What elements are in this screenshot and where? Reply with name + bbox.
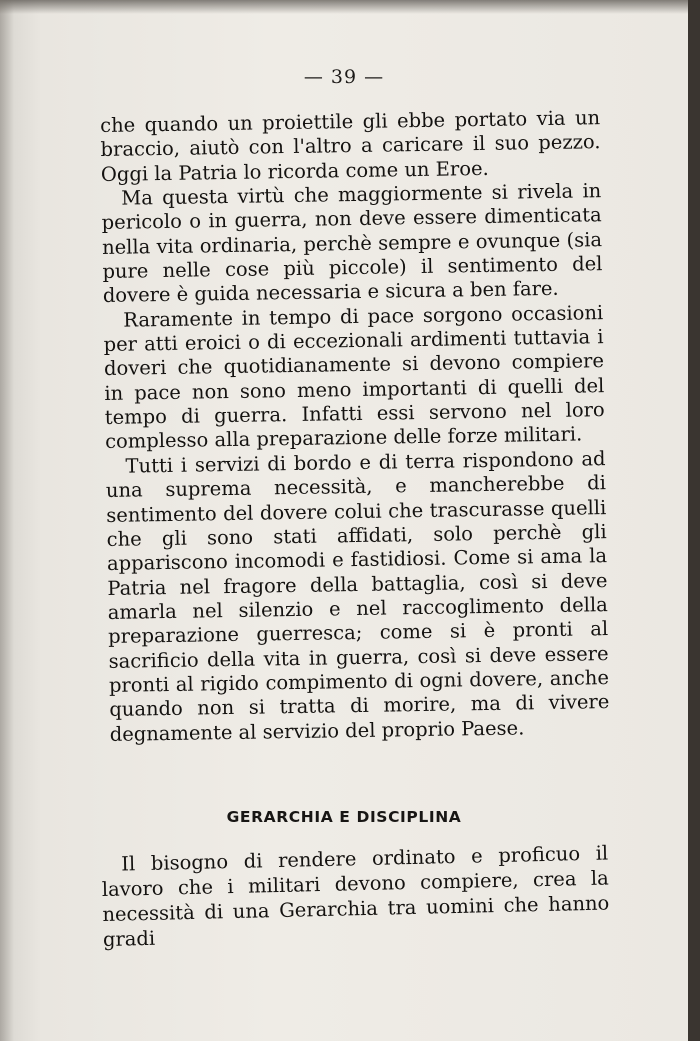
paragraph: Raramente in tempo di pace sorgono occasioni per atti eroici o di eccezionali ardimenti tuttavia i doveri che quotidianamente si devono compiere in pace non sono meno importanti di quelli del tempo di guerra. Infatti essi servono nel loro complesso alla preparazione delle forze militari. — [103, 300, 605, 454]
body-text — [100, 106, 610, 747]
page-number: — 39 — — [303, 66, 385, 88]
paragraph: Tutti i servizi di bordo e di terra rispondono ad una suprema necessità, e mancherebbe di sentimento del dovere colui che trascurasse quelli che gli sono stati affidati, solo perchè gli appariscono incomodi e fastidiosi. Come si ama la Patria nel fragore della battaglia, così si deve amarla nel silenzio e nel raccoglimento della preparazione guerresca; come si è pronti al sacrificio della vita in guerra, così si deve essere pronti al rigido compimento di ogni dovere, anche quando non si tratta di morire, ma di vivere degnamente al servizio del proprio Paese. — [105, 446, 610, 746]
section-text — [101, 840, 610, 951]
paragraph: Il bisogno di rendere ordinato e proficuo il lavoro che i militari devono compiere, crea la necessità di una Gerarchia tra uomini che hanno gradi — [101, 841, 610, 951]
paragraph: Ma questa virtù che maggiormente si rivela in pericolo o in guerra, non deve essere dimenticata nella vita ordinaria, perchè sempre e ovunque (sia pure nelle cose più piccole) il sentimento del dovere è guida necessaria e sicura a ben fare. — [101, 179, 603, 308]
page-top-shadow — [0, 0, 688, 14]
paragraph-continuation: che quando un proiettile gli ebbe portato via un braccio, aiutò con l'altro a caricare il suo pezzo. Oggi la Patria lo ricorda come un Eroe. — [100, 106, 601, 186]
page-left-shadow — [0, 0, 14, 1041]
section-heading: GERARCHIA E DISCIPLINA — [226, 808, 462, 826]
